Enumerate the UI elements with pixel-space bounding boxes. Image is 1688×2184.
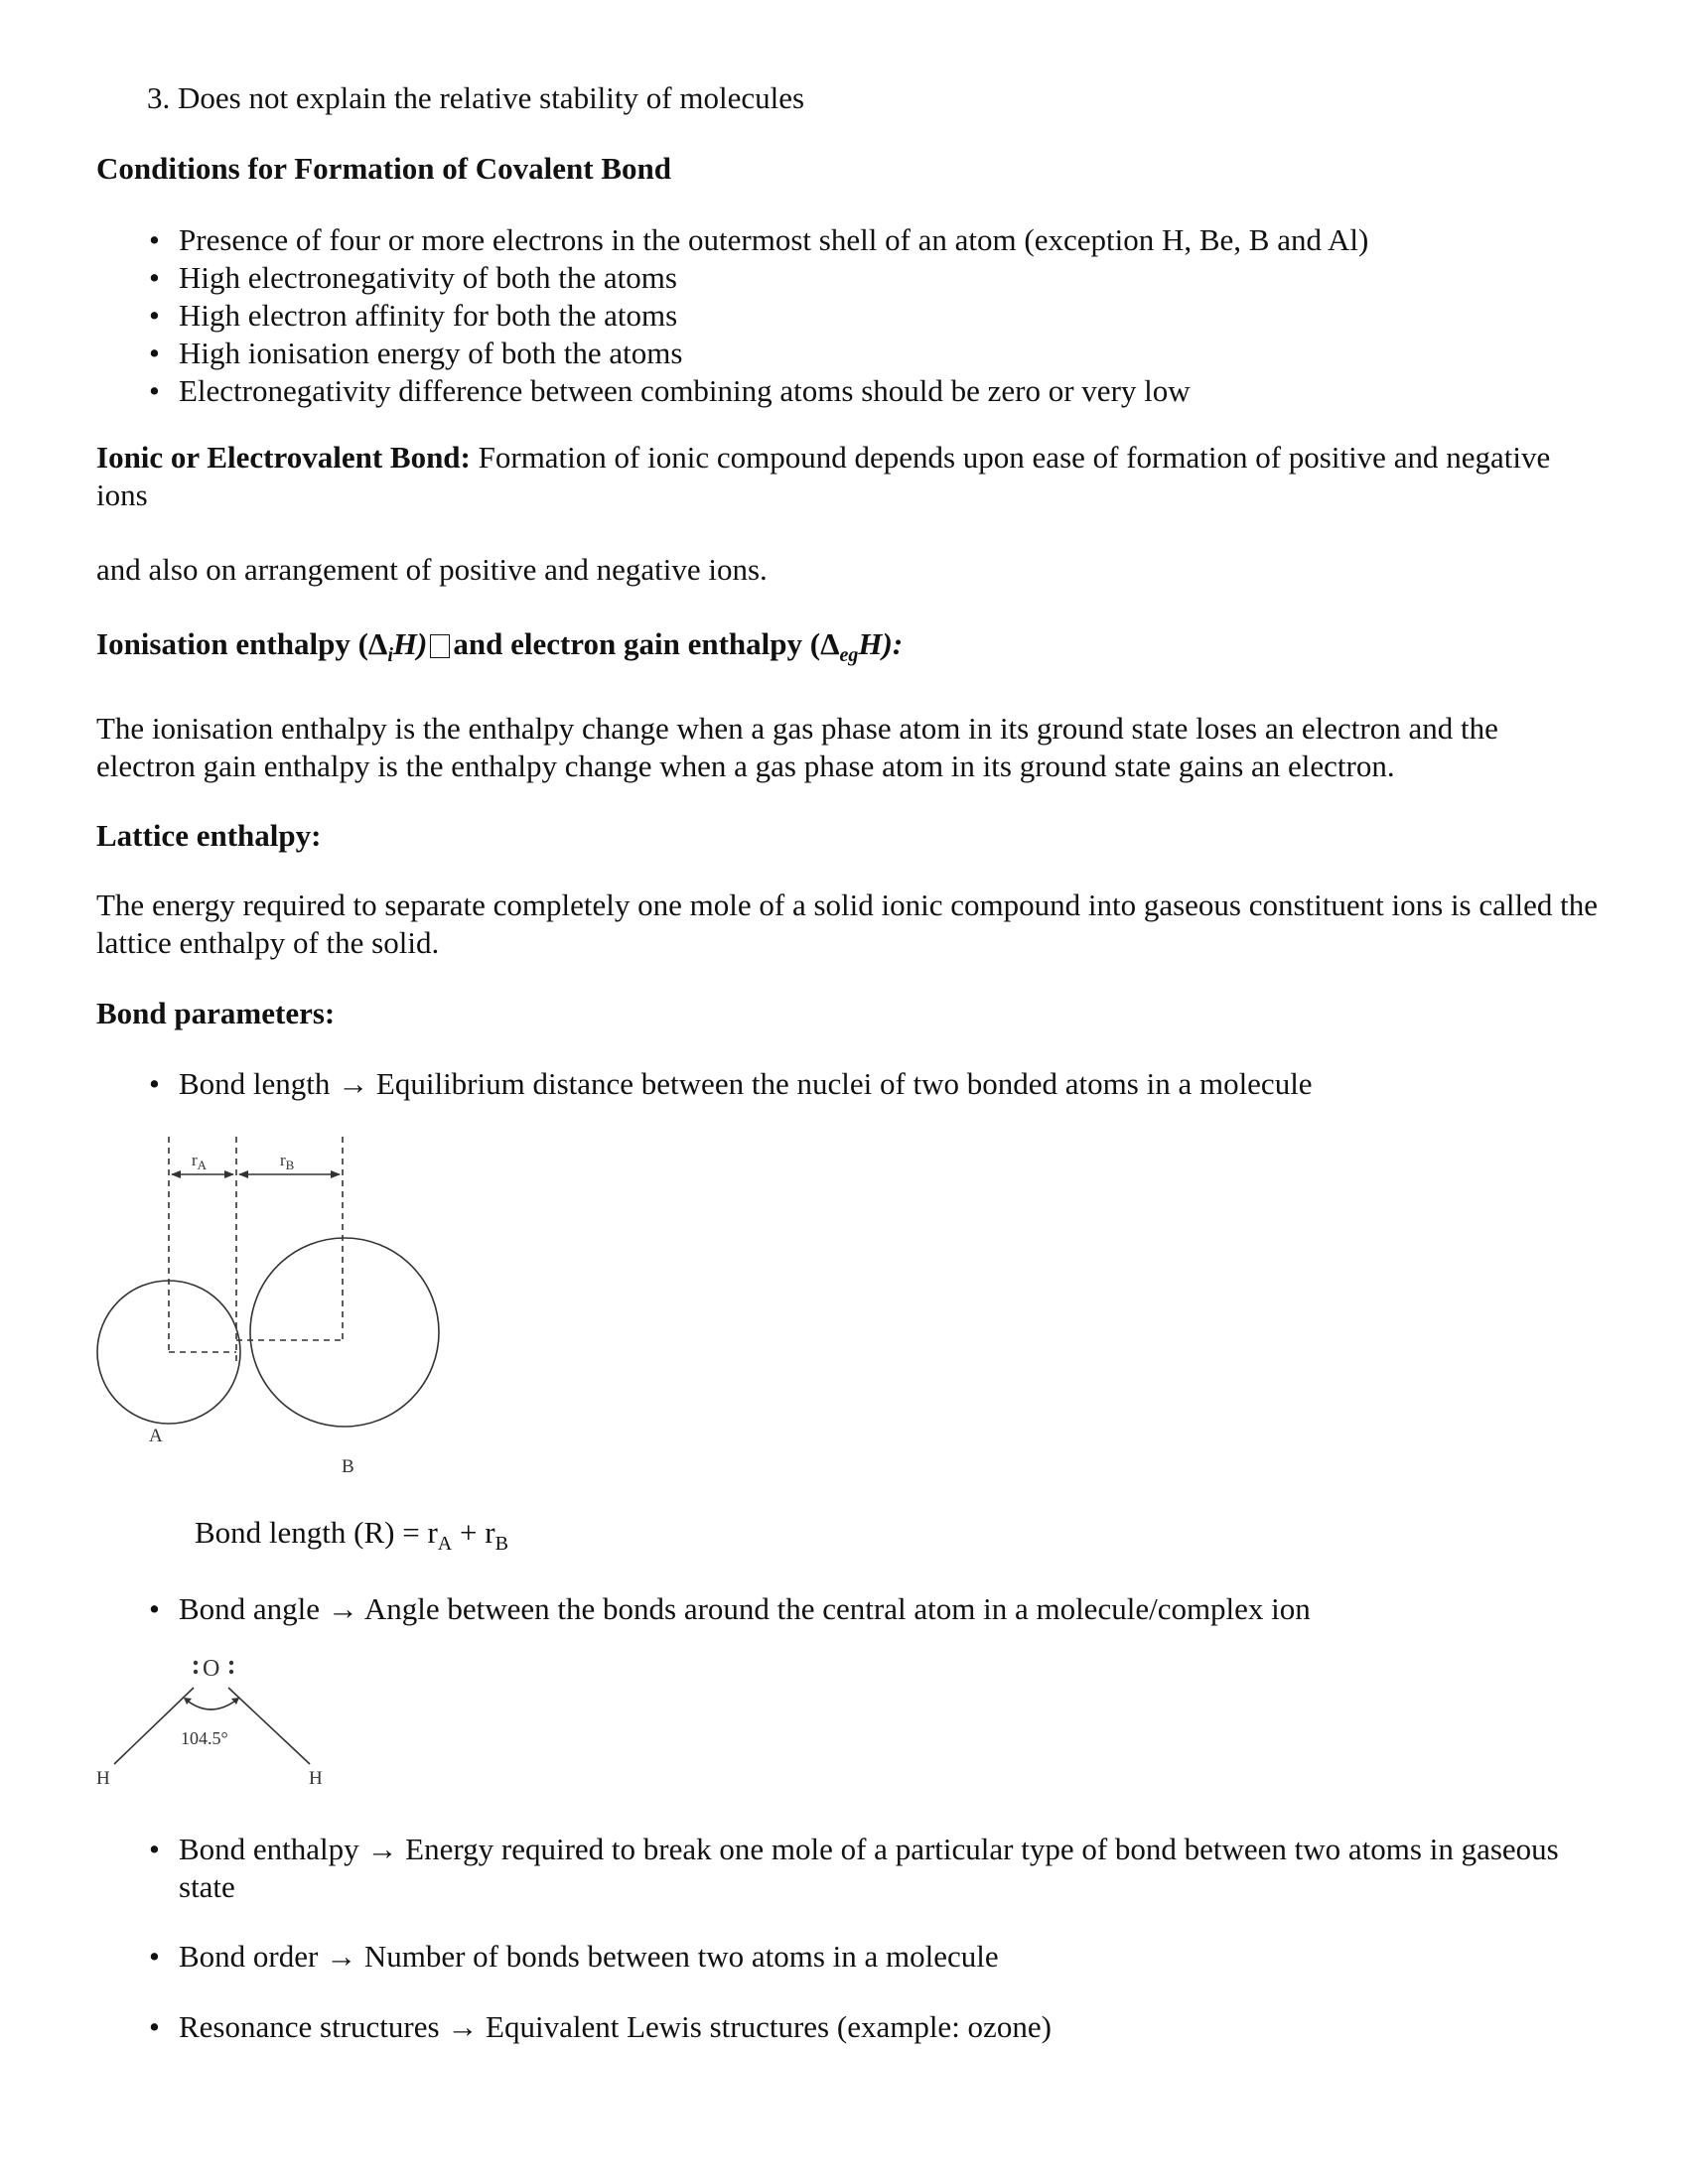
bond-length-text: Bond length → Equilibrium distance between the nuclei of two bonded atoms in a molecule (179, 1066, 1313, 1101)
atom-b-label: B (342, 1456, 354, 1474)
list-item: • High electronegativity of both the atoms (149, 259, 1368, 297)
enthalpy-heading-part1: Ionisation enthalpy (Δ (96, 626, 388, 661)
list-item: • Presence of four or more electrons in the outermost shell of an atom (exception H, Be, B and Al) (149, 221, 1368, 259)
ionic-bond-paragraph (96, 439, 1586, 514)
list-item: • High electron affinity for both the atoms (149, 297, 1368, 335)
bond-order-text: Bond order → Number of bonds between two atoms in a molecule (179, 1939, 999, 1974)
enthalpy-heading-part4: H): (858, 626, 904, 661)
covalent-conditions-heading: Conditions for Formation of Covalent Bond (96, 151, 671, 186)
hydrogen-right-label: H (309, 1768, 323, 1789)
lattice-paragraph: The energy required to separate completely one mole of a solid ionic compound into gaseous constituent ions is called the lattice enthalpy of the solid. (96, 887, 1598, 960)
enthalpy-heading-part2: H) (392, 626, 428, 661)
bond-enthalpy-item: • Bond enthalpy → Energy required to break one mole of a particular type of bond between two atoms in gaseous state (149, 1832, 1559, 1904)
enthalpy-sub-i: i (387, 644, 393, 666)
oxygen-label: O (203, 1656, 220, 1682)
enthalpy-heading (96, 625, 903, 674)
rb-label: $r_B$ (280, 1151, 295, 1172)
bond-angle-text: Bond angle → Angle between the bonds around the central atom in a molecule/complex ion (179, 1591, 1311, 1626)
ra-label: $r_A$ (192, 1151, 208, 1172)
ionic-bond-text: Formation of ionic compound depends upon ease of formation of positive and negative ions (96, 440, 1551, 512)
arrowhead (224, 1170, 234, 1178)
lattice-heading: Lattice enthalpy: (96, 818, 322, 853)
angle-arc (185, 1699, 238, 1709)
enthalpy-heading-part3: and electron gain enthalpy (Δ (453, 626, 840, 661)
enthalpy-sub-eg: eg (839, 644, 859, 666)
bond-enthalpy-text: Bond enthalpy → Energy required to break one mole of a particular type of bond between two atoms in gaseous state (179, 1832, 1559, 1904)
list-item: • Electronegativity difference between combining atoms should be zero or very low (149, 372, 1368, 410)
ionic-bond-continuation: and also on arrangement of positive and negative ions. (96, 552, 768, 587)
missing-glyph-box (430, 634, 450, 658)
water-molecule-diagram (89, 1653, 348, 1797)
resonance-item: • Resonance structures → Equivalent Lewis structures (example: ozone) (149, 2009, 1052, 2044)
arrowhead (238, 1170, 248, 1178)
list-item: • High ionisation energy of both the atoms (149, 335, 1368, 372)
hydrogen-left-label: H (96, 1768, 110, 1789)
bond-length-item: • Bond length → Equilibrium distance between the nuclei of two bonded atoms in a molecule (149, 1066, 1313, 1101)
bond-length-formula: Bond length $(R) = r_A + r_B$ (195, 1515, 508, 1555)
arrowhead (171, 1170, 181, 1178)
bond-order-item: • Bond order → Number of bonds between two atoms in a molecule (149, 1939, 999, 1974)
covalent-conditions-list (149, 221, 1368, 410)
bond-length-diagram (89, 1132, 467, 1474)
atom-a-label: A (149, 1426, 163, 1446)
ionic-bond-term: Ionic or Electrovalent Bond: (96, 440, 471, 475)
list-item-3: 3. Does not explain the relative stability of molecules (147, 80, 805, 115)
bond-parameters-heading: Bond parameters: (96, 996, 336, 1030)
resonance-text: Resonance structures → Equivalent Lewis structures (example: ozone) (179, 2009, 1052, 2044)
arrowhead (331, 1170, 341, 1178)
bond-angle-value: 104.5° (181, 1728, 228, 1748)
enthalpy-paragraph: The ionisation enthalpy is the enthalpy change when a gas phase atom in its ground state loses an electron and the electron gain enthalpy is the enthalpy change when a gas phase atom in its ground state gains an electron. (96, 711, 1498, 783)
o-h-bond-right (228, 1688, 310, 1764)
radius-guides (169, 1137, 343, 1362)
o-h-bond-left (114, 1688, 194, 1764)
bond-angle-item: • Bond angle → Angle between the bonds around the central atom in a molecule/complex ion (149, 1591, 1311, 1626)
atom-b-circle (250, 1238, 439, 1427)
